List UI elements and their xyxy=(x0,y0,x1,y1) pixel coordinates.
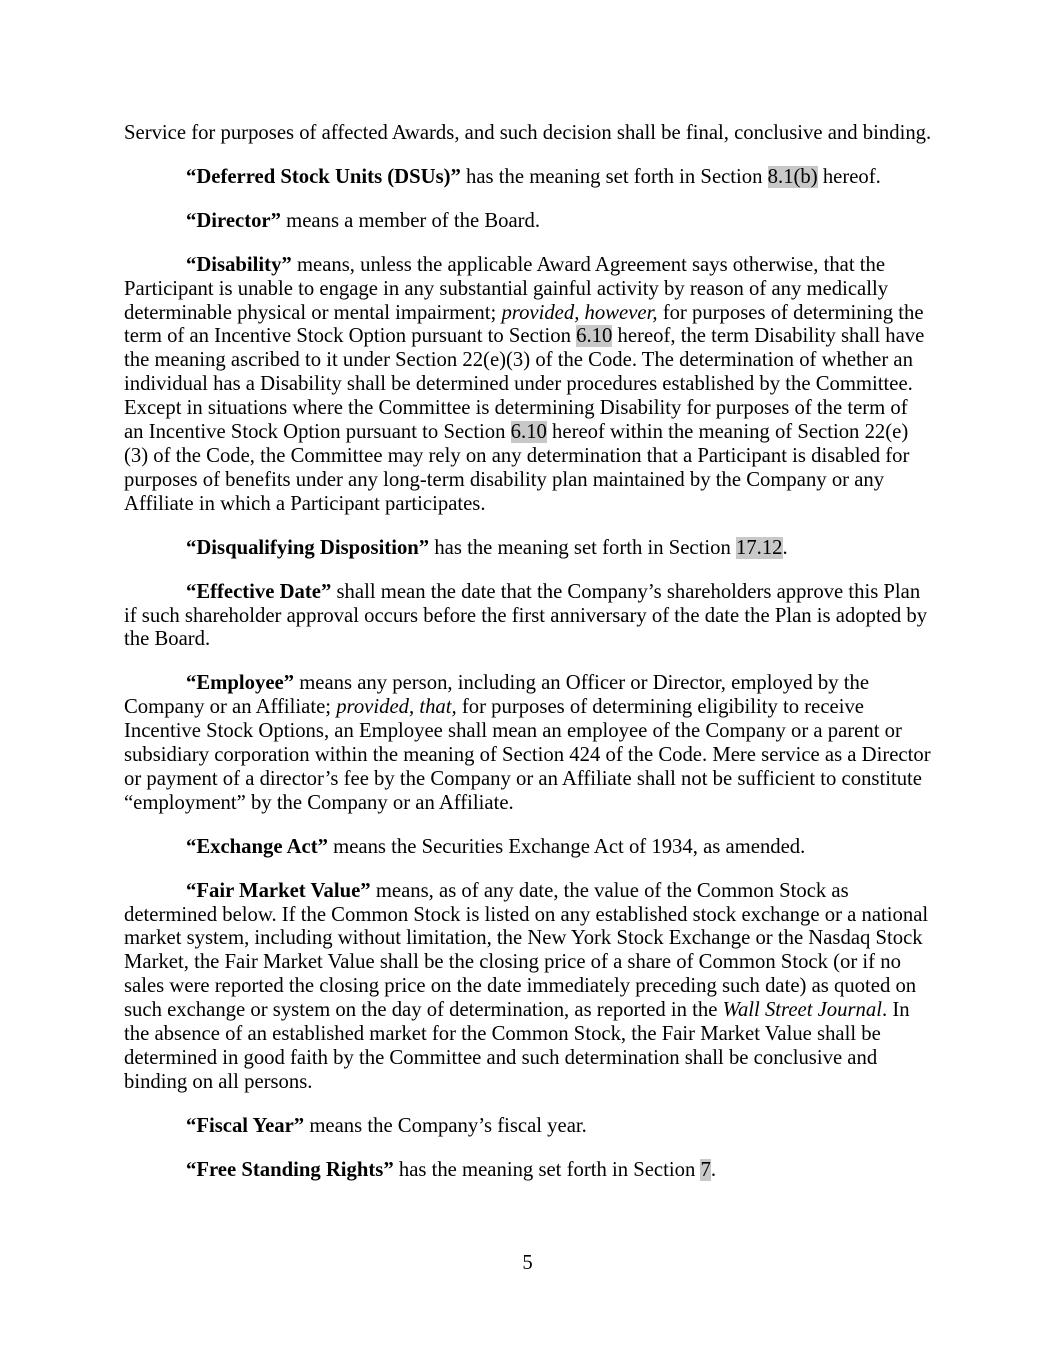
text-run: “Effective Date” xyxy=(186,580,332,603)
text-run: “Employee” xyxy=(186,672,295,695)
text-run: means any person, including an Officer or Director, employed by the Company or an Affiliate; xyxy=(124,672,870,719)
text-run: provided, however, xyxy=(501,301,658,324)
text-run: means the Company’s fiscal year. xyxy=(304,1114,587,1137)
section-reference-highlight: 6.10 xyxy=(510,421,547,444)
def-free-standing-rights xyxy=(124,1159,932,1183)
text-run: “Disqualifying Disposition” xyxy=(186,536,430,559)
text-run: shall mean the date that the Company’s shareholders approve this Plan if such shareholder approval occurs before the first anniversary of the date the Plan is adopted by the Board. xyxy=(124,580,928,651)
text-run: Wall Street Journal xyxy=(722,999,882,1022)
text-run: hereof within the meaning of Section 22(e)(3) of the Code, the Committee may rely on any determination that a Participant is disabled for purposes of benefits under any long-term disability plan maintained by the Company or any Affiliate in which a Participant participates. xyxy=(124,421,910,515)
def-director xyxy=(124,210,932,234)
text-run: has the meaning set forth in Section xyxy=(460,165,768,188)
def-effective-date xyxy=(124,581,932,653)
document-body xyxy=(124,122,932,1203)
text-run: hereof, the term Disability shall have the meaning ascribed to it under Section 22(e)(3) of the Code. The determination of whether an individual has a Disability shall be determined under procedures established by the Committee. Except in situations where the Committee is determining Disability for purposes of the term of an Incentive Stock Option pursuant to Section xyxy=(124,325,925,444)
section-reference-highlight: 17.12 xyxy=(735,536,783,559)
text-run: provided, that, xyxy=(336,696,457,719)
text-run: “Fiscal Year” xyxy=(186,1114,305,1137)
text-run: “Disability” xyxy=(186,253,292,276)
text-run: “Free Standing Rights” xyxy=(186,1158,394,1181)
def-disqualifying-disposition xyxy=(124,537,932,561)
def-fair-market-value xyxy=(124,880,932,1095)
text-run: means, unless the applicable Award Agreement says otherwise, that the Participant is unable to engage in any substantial gainful activity by reason of any medically determinable physical or mental impairment; xyxy=(124,253,889,324)
text-run: . In the absence of an established market for the Common Stock, the Fair Market Value shall be determined in good faith by the Committee and such determination shall be conclusive and binding on all persons. xyxy=(124,999,910,1093)
section-reference-highlight: 8.1(b) xyxy=(767,165,818,188)
def-fiscal-year xyxy=(124,1115,932,1139)
text-run: has the meaning set forth in Section xyxy=(393,1158,701,1181)
text-run: means the Securities Exchange Act of 1934, as amended. xyxy=(327,835,806,858)
def-disability xyxy=(124,254,932,517)
text-run: . xyxy=(710,1158,716,1181)
text-run: means a member of the Board. xyxy=(280,209,541,232)
text-run: for purposes of determining the term of an Incentive Stock Option pursuant to Section xyxy=(124,301,924,348)
text-run: “Director” xyxy=(186,209,281,232)
text-run: “Deferred Stock Units (DSUs)” xyxy=(186,165,461,188)
section-reference-highlight: 6.10 xyxy=(576,325,613,348)
def-employee xyxy=(124,672,932,815)
def-deferred-stock-units xyxy=(124,166,932,190)
def-exchange-act xyxy=(124,836,932,860)
text-run: hereof. xyxy=(817,165,881,188)
text-run: . xyxy=(782,536,788,559)
section-reference-highlight: 7 xyxy=(700,1158,711,1181)
text-run: Service for purposes of affected Awards, and such decision shall be final, conclusive and binding. xyxy=(124,122,932,144)
text-run: “Exchange Act” xyxy=(186,835,328,858)
text-run: “Fair Market Value” xyxy=(186,879,371,902)
para-service-continuation xyxy=(124,122,932,146)
text-run: has the meaning set forth in Section xyxy=(429,536,736,559)
text-run: for purposes of determining eligibility to receive Incentive Stock Options, an Employee shall mean an employee of the Company or a parent or subsidiary corporation within the meaning of Section 424 of the Code. Mere service as a Director or payment of a director’s fee by the Company or an Affiliate shall not be sufficient to constitute “employment” by the Company or an Affiliate. xyxy=(124,696,931,814)
text-run: means, as of any date, the value of the Common Stock as determined below. If the Common Stock is listed on any established stock exchange or a national market system, including without limitation, the New York Stock Exchange or the Nasdaq Stock Market, the Fair Market Value shall be the closing price of a share of Common Stock (or if no sales were reported the closing price on the date immediately preceding such date) as quoted on such exchange or system on the day of determination, as reported in the xyxy=(124,879,929,1022)
page-number: 5 xyxy=(522,1252,533,1274)
